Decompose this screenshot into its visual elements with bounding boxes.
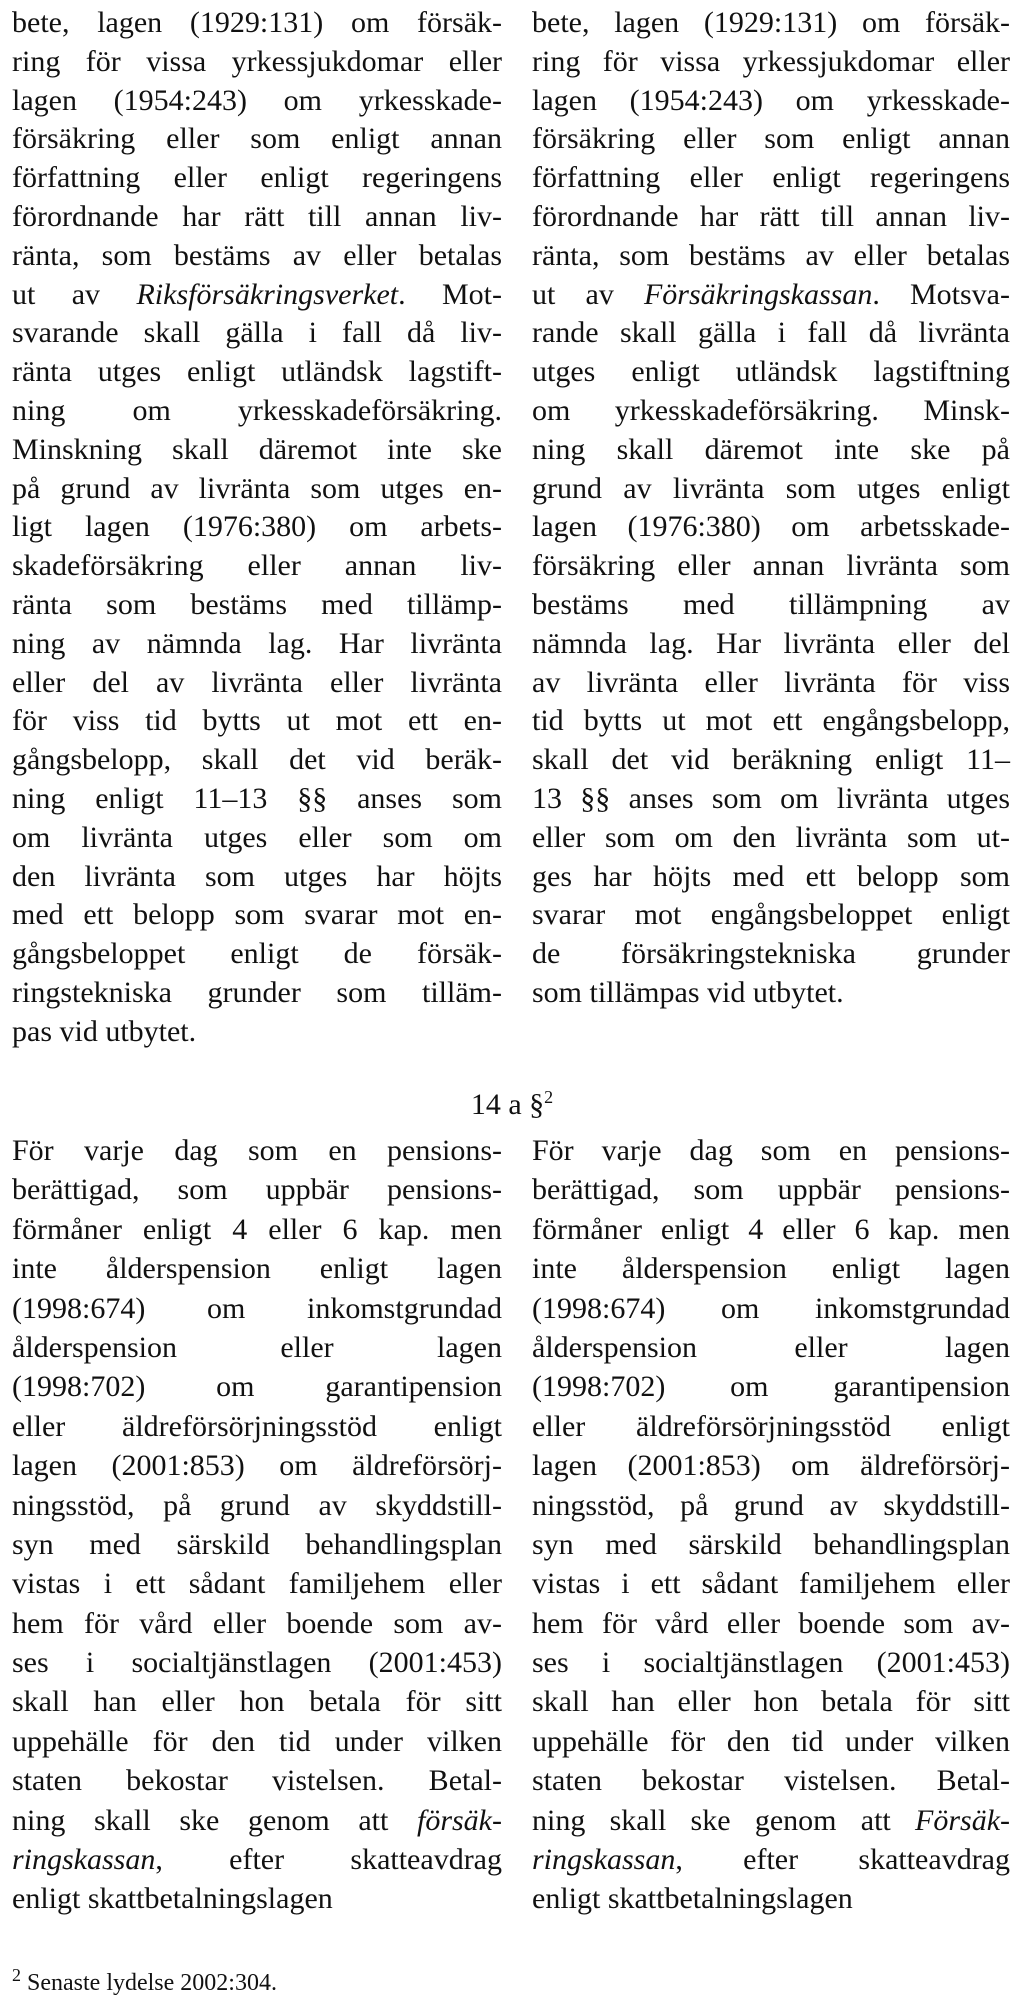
text-line [12, 276, 502, 315]
text-line: enligt skattbetalningslagen [12, 1882, 333, 1916]
text-segment: , efter skatteavdrag [155, 1843, 502, 1877]
text-segment: . Mot- [398, 277, 503, 311]
italic-term: ringskassan [12, 1843, 156, 1877]
left-column-top [12, 4, 502, 1052]
text-line: försäkring eller som enligt annan [532, 122, 1010, 156]
text-line: skall han eller hon betala för sitt [12, 1685, 502, 1719]
text-line: om yrkesskadeförsäkring. Minsk- [532, 393, 1010, 427]
text-line: (1998:674) om inkomstgrundad [12, 1291, 502, 1325]
footnote-reference: 2 [544, 1087, 554, 1107]
footnote-marker: 2 [12, 1965, 21, 1985]
text-segment: ning skall ske genom att [532, 1803, 916, 1837]
text-line: (1998:702) om garantipension [12, 1370, 502, 1404]
text-line: ges har höjts med ett belopp som [532, 859, 1010, 893]
text-line: ränta som bestäms med tillämp- [12, 587, 502, 621]
text-line: inte ålderspension enligt lagen [12, 1252, 502, 1286]
text-line: svarande skall gälla i fall då liv- [12, 316, 502, 350]
text-line: grund av livränta som utges enligt [532, 471, 1010, 505]
text-line: nämnda lag. Har livränta eller del [532, 626, 1010, 660]
right-column-top [532, 4, 1010, 1013]
text-line: ränta, som bestäms av eller betalas [12, 238, 502, 272]
text-line: inte ålderspension enligt lagen [532, 1252, 1010, 1286]
text-line: bete, lagen (1929:131) om försäk- [12, 6, 502, 39]
text-line: ring för vissa yrkessjukdomar eller [12, 44, 502, 78]
text-line: lagen (2001:853) om äldreförsörj- [12, 1449, 502, 1483]
text-line: eller del av livränta eller livränta [12, 665, 502, 699]
text-line: lagen (1976:380) om arbetsskade- [532, 510, 1010, 544]
text-line: tid bytts ut mot ett engångsbelopp, [532, 704, 1010, 738]
text-line: på grund av livränta som utges en- [12, 471, 502, 505]
text-line: gångsbeloppet enligt de försäk- [12, 937, 502, 971]
text-line: syn med särskild behandlingsplan [12, 1527, 502, 1561]
text-line: ses i socialtjänstlagen (2001:453) [12, 1646, 502, 1680]
right-column-bottom [532, 1131, 1010, 1919]
text-line: försäkring eller annan livränta som [532, 549, 1010, 583]
text-line: (1998:674) om inkomstgrundad [532, 1291, 1010, 1325]
text-line: ning skall däremot inte ske på [532, 432, 1010, 466]
text-line: utges enligt utländsk lagstiftning [532, 355, 1010, 389]
text-line: hem för vård eller boende som av- [12, 1606, 502, 1640]
text-line: ningsstöd, på grund av skyddstill- [12, 1488, 502, 1522]
text-line: förmåner enligt 4 eller 6 kap. men [12, 1212, 502, 1246]
text-line: staten bekostar vistelsen. Betal- [12, 1764, 502, 1798]
text-line: rande skall gälla i fall då livränta [532, 316, 1010, 350]
italic-term: försäk- [417, 1803, 502, 1837]
text-line: För varje dag som en pensions- [532, 1134, 1010, 1167]
text-line: staten bekostar vistelsen. Betal- [532, 1764, 1010, 1798]
text-line [532, 276, 1010, 315]
text-line: gångsbelopp, skall det vid beräk- [12, 743, 502, 777]
text-line: uppehälle för den tid under vilken [12, 1724, 502, 1758]
text-line: ningsstöd, på grund av skyddstill- [532, 1488, 1010, 1522]
text-line: de försäkringstekniska grunder [532, 937, 1010, 971]
text-line: om livränta utges eller som om [12, 820, 502, 854]
text-line: försäkring eller som enligt annan [12, 122, 502, 156]
text-line [532, 1801, 1010, 1840]
text-line: hem för vård eller boende som av- [532, 1606, 1010, 1640]
text-segment: ut av [532, 277, 644, 311]
text-line: syn med särskild behandlingsplan [532, 1527, 1010, 1561]
text-line: (1998:702) om garantipension [532, 1370, 1010, 1404]
section-heading [0, 1085, 1024, 1125]
text-line: eller äldreförsörjningsstöd enligt [12, 1409, 502, 1443]
footnote-text: Senaste lydelse 2002:304. [27, 1970, 277, 1996]
text-line: ålderspension eller lagen [12, 1330, 502, 1364]
text-line: lagen (1954:243) om yrkesskade- [532, 83, 1010, 117]
text-line: ning enligt 11–13 §§ anses som [12, 781, 502, 815]
text-line: bestäms med tillämpning av [532, 587, 1010, 621]
text-line: berättigad, som uppbär pensions- [532, 1173, 1010, 1207]
text-line: lagen (1954:243) om yrkesskade- [12, 83, 502, 117]
text-line: bete, lagen (1929:131) om försäk- [532, 6, 1010, 39]
left-column-bottom [12, 1131, 502, 1919]
text-line [12, 1840, 502, 1879]
text-line: ring för vissa yrkessjukdomar eller [532, 44, 1010, 78]
text-line: uppehälle för den tid under vilken [532, 1724, 1010, 1758]
text-line: skall det vid beräkning enligt 11– [532, 743, 1010, 777]
text-line: förordnande har rätt till annan liv- [532, 199, 1010, 233]
text-line: av livränta eller livränta för viss [532, 665, 1010, 699]
footnote [12, 1965, 277, 1998]
text-line: lagen (2001:853) om äldreförsörj- [532, 1449, 1010, 1483]
text-line: ses i socialtjänstlagen (2001:453) [532, 1646, 1010, 1680]
text-line: förmåner enligt 4 eller 6 kap. men [532, 1212, 1010, 1246]
text-line: ligt lagen (1976:380) om arbets- [12, 510, 502, 544]
text-segment: ut av [12, 277, 137, 311]
text-line: pas vid utbytet. [12, 1014, 197, 1048]
text-segment: . Motsva- [872, 277, 1010, 311]
text-line: vistas i ett sådant familjehem eller [532, 1567, 1010, 1601]
text-line: den livränta som utges har höjts [12, 859, 502, 893]
text-line: författning eller enligt regeringens [532, 161, 1010, 195]
text-line: förordnande har rätt till annan liv- [12, 199, 502, 233]
italic-term: Riksförsäkringsverket [136, 277, 399, 311]
text-line: eller äldreförsörjningsstöd enligt [532, 1409, 1010, 1443]
text-line: berättigad, som uppbär pensions- [12, 1173, 502, 1207]
text-line: Minskning skall däremot inte ske [12, 432, 502, 466]
text-line: författning eller enligt regeringens [12, 161, 502, 195]
text-line: För varje dag som en pensions- [12, 1134, 502, 1167]
section-heading-text: 14 a § [470, 1088, 545, 1121]
text-line: ning om yrkesskadeförsäkring. [12, 393, 502, 427]
text-line: ringstekniska grunder som tilläm- [12, 975, 502, 1009]
text-line: vistas i ett sådant familjehem eller [12, 1567, 502, 1601]
text-line: som tillämpas vid utbytet. [532, 975, 844, 1009]
italic-term: Försäkringskassan [643, 277, 873, 311]
text-line: för viss tid bytts ut mot ett en- [12, 704, 502, 738]
text-line: ränta utges enligt utländsk lagstift- [12, 355, 502, 389]
text-line: eller som om den livränta som ut- [532, 820, 1010, 854]
italic-term: Försäk- [915, 1803, 1010, 1837]
text-line: enligt skattbetalningslagen [532, 1882, 853, 1916]
text-line: skall han eller hon betala för sitt [532, 1685, 1010, 1719]
text-line: svarar mot engångsbeloppet enligt [532, 898, 1010, 932]
text-line: skadeförsäkring eller annan liv- [12, 549, 502, 583]
text-line: med ett belopp som svarar mot en- [12, 898, 502, 932]
text-line [12, 1801, 502, 1840]
text-line: ning av nämnda lag. Har livränta [12, 626, 502, 660]
text-line: ränta, som bestäms av eller betalas [532, 238, 1010, 272]
text-line: 13 §§ anses som om livränta utges [532, 781, 1010, 815]
italic-term: ringskassan [532, 1843, 676, 1877]
text-segment: ning skall ske genom att [12, 1803, 417, 1837]
text-segment: , efter skatteavdrag [675, 1843, 1010, 1877]
text-line: ålderspension eller lagen [532, 1330, 1010, 1364]
text-line [532, 1840, 1010, 1879]
